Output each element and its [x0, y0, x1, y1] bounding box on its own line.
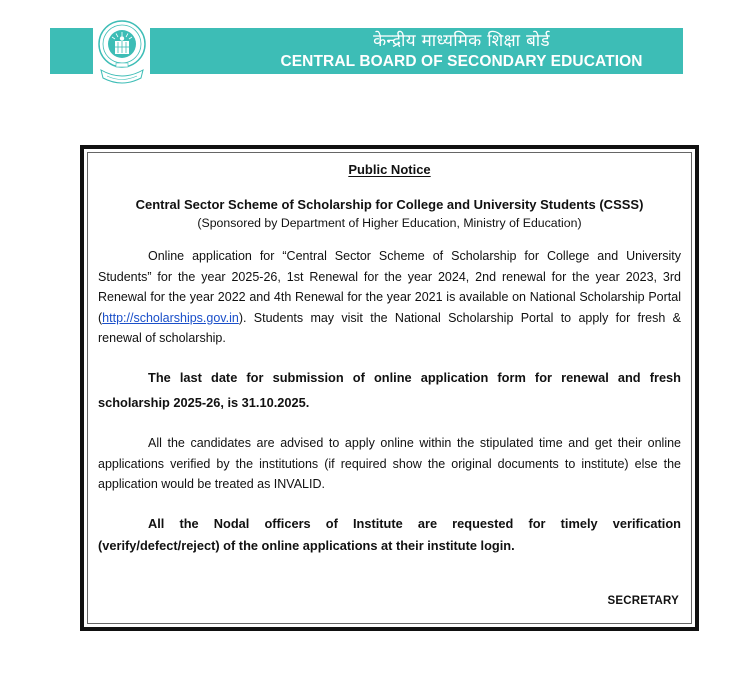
paragraph-nodal-officers: All the Nodal officers of Institute are requested for timely verification (verify/defect/reject) of the online applications at their institute login.: [98, 516, 681, 553]
public-notice-box: [80, 145, 699, 631]
notice-inner-border: [87, 152, 692, 624]
header-hindi-title: केन्द्रीय माध्यमिक शिक्षा बोर्ड: [373, 31, 550, 51]
header-banner: [150, 28, 683, 74]
scholarship-portal-link[interactable]: http://scholarships.gov.in: [102, 310, 239, 325]
signature-secretary: SECRETARY: [607, 595, 679, 607]
notice-title: Public Notice: [348, 162, 431, 177]
notice-content: [98, 153, 681, 623]
paragraph-candidate-advice: All the candidates are advised to apply online within the stipulated time and get their online applications verified by the institutions (if required show the original documents to institute) else the application would be treated as INVALID.: [98, 436, 681, 491]
header-banner-left-block: [50, 28, 93, 74]
paragraph-last-date: The last date for submission of online application form for renewal and fresh scholarship 2025-26, is 31.10.2025.: [98, 370, 681, 410]
scheme-title: Central Sector Scheme of Scholarship for College and University Students (CSSS): [135, 197, 644, 212]
paragraph-text: Online application for “Central Sector Scheme of Scholarship for College and University Students” for the year 2025-26, 1st Renewal for the year 2024, 2nd renewal for the year 2023, 3rd Renewal for the year 2022 and 4th Renewal for the year 2021 is available on National Scholarship Portal (: [98, 249, 681, 325]
cbse-emblem-icon: [97, 14, 147, 88]
scheme-subtitle: (Sponsored by Department of Higher Education, Ministry of Education): [197, 216, 582, 230]
paragraph-text: ). Students may visit the National Scholarship Portal to apply for fresh & renewal of scholarship.: [98, 310, 681, 345]
paragraph-application-info: [98, 246, 681, 349]
header-english-title: CENTRAL BOARD OF SECONDARY EDUCATION: [280, 53, 643, 70]
